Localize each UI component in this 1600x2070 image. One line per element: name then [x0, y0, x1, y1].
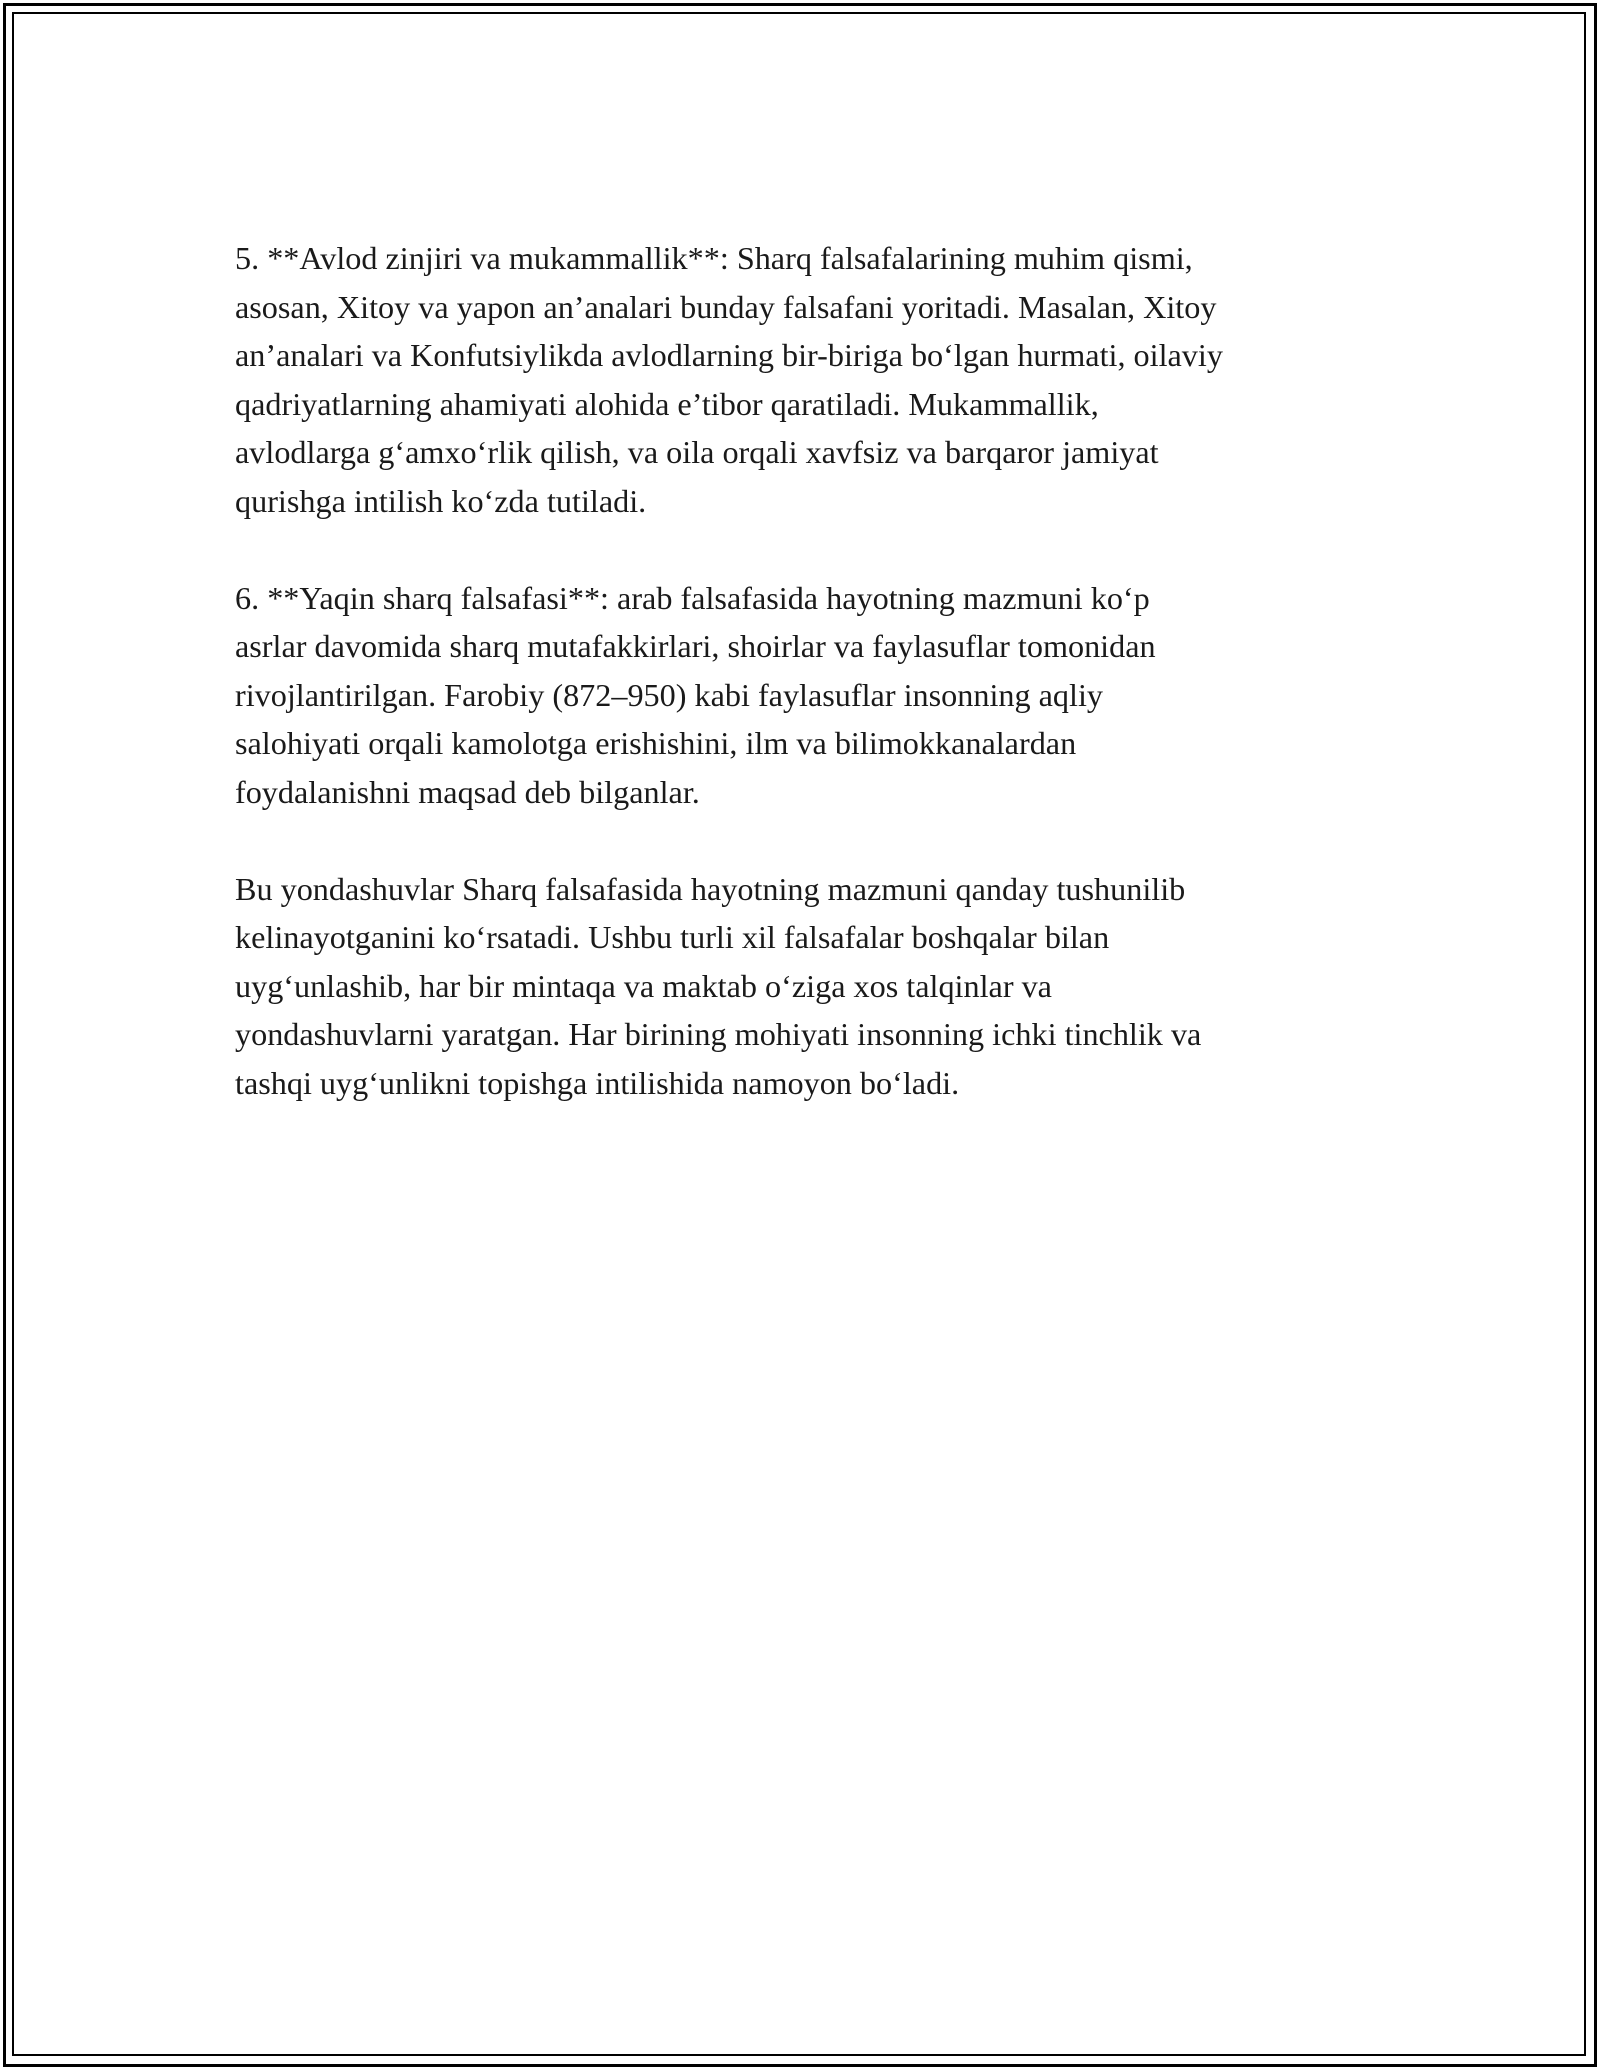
text-line: rivojlantirilgan. Farobiy (872–950) kabi faylasuflar insonning aqliy: [235, 676, 1103, 713]
text-line: kelinayotganini ko‘rsatadi. Ushbu turli xil falsafalar boshqalar bilan: [235, 919, 1110, 955]
text-line: 5. **Avlod zinjiri va mukammallik**: Sharq falsafalarining muhim qismi,: [235, 240, 1193, 276]
document-body: [235, 234, 1395, 1156]
text-line: uyg‘unlashib, har bir mintaqa va maktab o‘ziga xos talqinlar va: [235, 967, 1052, 1004]
text-line: salohiyati orqali kamolotga erishishini, ilm va bilimokkanalardan: [235, 725, 1077, 761]
text-line: qurishga intilish ko‘zda tutiladi.: [235, 482, 647, 519]
text-line: an’analari va Konfutsiylikda avlodlarning bir-biriga bo‘lgan hurmati, oilaviy: [235, 337, 1223, 373]
paragraph-avlod-zinjiri: [235, 234, 1395, 525]
text-line: tashqi uyg‘unlikni topishga intilishida namoyon bo‘ladi.: [235, 1064, 960, 1101]
text-line: Bu yondashuvlar Sharq falsafasida hayotning mazmuni qanday tushunilib: [235, 870, 1186, 907]
text-line: avlodlarga g‘amxo‘rlik qilish, va oila orqali xavfsiz va barqaror jamiyat: [235, 434, 1159, 470]
paragraph-yaqin-sharq: [235, 574, 1395, 817]
text-line: asrlar davomida sharq mutafakkirlari, shoirlar va faylasuflar tomonidan: [235, 628, 1156, 664]
paragraph-conclusion: [235, 865, 1395, 1108]
text-line: foydalanishni maqsad deb bilganlar.: [235, 773, 700, 810]
text-line: yondashuvlarni yaratgan. Har birining mohiyati insonning ichki tinchlik va: [235, 1016, 1202, 1052]
text-line: 6. **Yaqin sharq falsafasi**: arab falsafasida hayotning mazmuni ko‘p: [235, 579, 1150, 616]
text-line: qadriyatlarning ahamiyati alohida e’tibor qaratiladi. Mukammallik,: [235, 385, 1099, 422]
text-line: asosan, Xitoy va yapon an’analari bunday falsafani yoritadi. Masalan, Xitoy: [235, 288, 1217, 325]
